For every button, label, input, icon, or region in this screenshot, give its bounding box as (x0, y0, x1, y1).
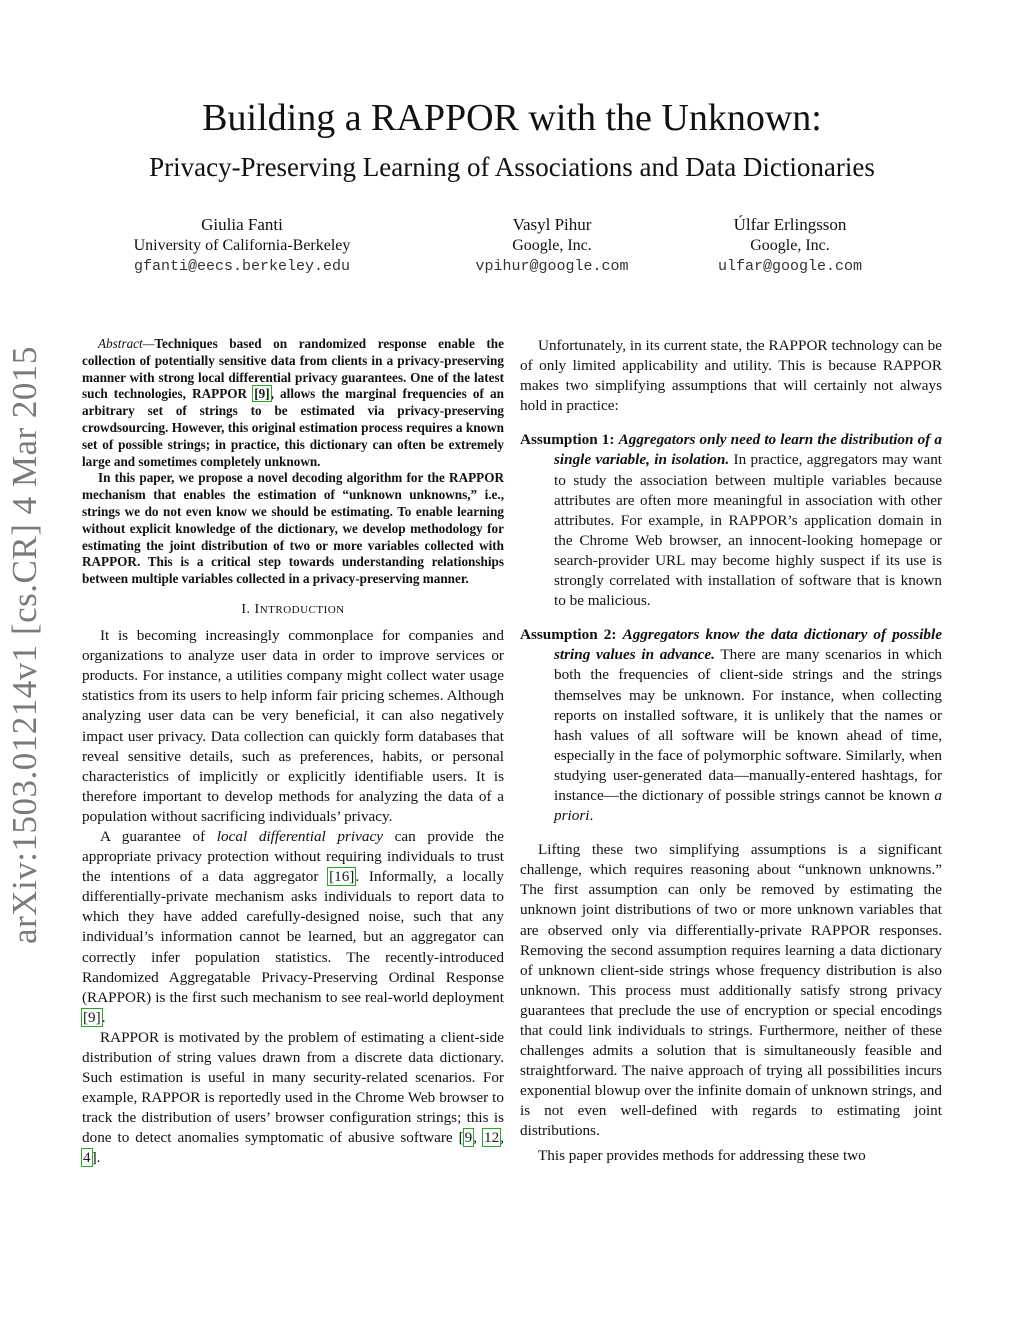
author-block (92, 214, 392, 277)
citation-link[interactable]: 12 (484, 1129, 500, 1147)
abstract (82, 336, 504, 588)
author-email: ulfar@google.com (717, 258, 863, 275)
section-heading-introduction: I. INTRODUCTION (241, 601, 345, 617)
author-email: vpihur@google.com (475, 258, 629, 275)
citation-link[interactable]: [9] (254, 386, 270, 402)
arxiv-identifier (4, 346, 46, 944)
author-block (640, 214, 940, 277)
assumption-1: Assumption 1: Aggregators only need to learn the distribution of a single variable, in isolation. In practice, aggregators may want to study the association between multiple variables because attributes are often more meaningful in association with other attributes. For example, in RAPPOR’s application domain in the Chrome Web browser, an innocent-looking homepage or search-provider URL may become highly suspect if its use is strongly correlated with installation of software that is known to be malicious. (520, 431, 943, 610)
assumption-label: Assumption 2: (520, 626, 617, 644)
abstract-paragraph: Abstract—Techniques based on randomized response enable the collection of potentially sensitive data from clients in a privacy-preserving manner with strong local differential privacy guarantees. One of the latest such technologies, RAPPOR [9], allows the marginal frequencies of an arbitrary set of strings to be estimated via privacy-preserving crowdsourcing. However, this original estimation process requires a known set of possible strings; in practice, this dictionary can often be extremely large and sometimes completely unknown. (82, 336, 504, 469)
author-name: Giulia Fanti (201, 215, 283, 234)
abstract-label: Abstract— (98, 336, 155, 351)
author-affiliation: University of California-Berkeley (133, 237, 351, 254)
body-paragraph: This paper provides methods for addressing these two (538, 1146, 866, 1164)
left-column (82, 336, 504, 1169)
right-column (520, 336, 942, 1166)
citation-link[interactable]: 9 (464, 1129, 473, 1147)
assumption-label: Assumption 1: (520, 431, 615, 449)
author-name: Vasyl Pihur (512, 215, 592, 234)
paper-title: Building a RAPPOR with the Unknown: (202, 97, 822, 139)
arxiv-identifier-text: arXiv:1503.01214v1 [cs.CR] 4 Mar 2015 (5, 346, 45, 944)
body-paragraph: Unfortunately, in its current state, the RAPPOR technology can be of only limited applicability and utility. This is because RAPPOR makes two simplifying assumptions that will certainly not always hold in practice: (520, 337, 942, 415)
citation-link[interactable]: [9] (83, 1008, 101, 1026)
citation-link[interactable]: 4 (83, 1149, 91, 1167)
intro-paragraph: RAPPOR is motivated by the problem of estimating a client-side distribution of string values drawn from a discrete data dictionary. Such estimation is useful in many security-related scenarios. For example, RAPPOR is reportedly used in the Chrome Web browser to track the distribution of users’ browser configuration strings; this is done to detect anomalies symptomatic of abusive software [9, 12, 4]. (82, 1028, 505, 1167)
intro-paragraph: It is becoming increasingly commonplace for companies and organizations to analyze user data in order to improve services or products. For instance, a utilities company might collect water usage statistics from its users to help inform fair pricing schemes. Although analyzing user data can be very beneficial, it can also negatively impact user privacy. Data collection can quickly form databases that reveal sensitive details, such as preferences, habits, or personal characteristics of implicitly or explicitly identifiable users. It is therefore important to develop methods for analyzing the data of a population without sacrificing individuals’ privacy. (82, 627, 504, 825)
abstract-paragraph: In this paper, we propose a novel decoding algorithm for the RAPPOR mechanism that enables the estimation of “unknown unknowns,” i.e., strings we do not even know we should be estimating. To enable learning without explicit knowledge of the dictionary, we develop methodology for estimating the joint distribution of two or more variables collected with RAPPOR. This is a critical step towards understanding relationships between multiple variables collected in a privacy-preserving manner. (82, 470, 504, 587)
author-name: Úlfar Erlingsson (733, 215, 847, 234)
author-affiliation: Google, Inc. (750, 237, 830, 254)
citation-link[interactable]: [16] (329, 868, 355, 886)
intro-paragraph: A guarantee of local differential privacy can provide the appropriate privacy protection without requiring individuals to trust the intentions of a data aggregator [16]. Informally, a locally differentially-private mechanism asks individuals to report data to which they have added carefully-designed noise, such that any individual’s information cannot be learned, but an aggregator can correctly infer population statistics. The recently-introduced Randomized Aggregatable Privacy-Preserving Ordinal Response (RAPPOR) is the first such mechanism to see real-world deployment [9]. (82, 827, 504, 1026)
body-paragraph: Lifting these two simplifying assumptions is a significant challenge, which requires reasoning about “unknown unknowns.” The first assumption can only be removed by estimating the unknown joint distributions of two or more unknown variables that are observed only via differentially-private RAPPOR responses. Removing the second assumption requires learning a data dictionary of unknown client-side strings whose frequency distribution is also unknown. This process must additionally satisfy strong privacy guarantees that preclude the use of encryption or special encodings that could link individuals to strings. Furthermore, neither of these challenges admits a solution that is simultaneously feasible and straightforward. The naive approach of trying all possibilities incurs exponential blowup over the infinite domain of unknown strings, and is not even well-defined with regards to estimating joint distributions. (520, 841, 942, 1140)
assumption-2: Assumption 2: Aggregators know the data dictionary of possible string values in advance. There are many scenarios in which both the frequencies of client-side strings and the strings themselves may be unknown. For instance, when collecting reports on installed software, it is unlikely that the names or hash values of all software will be known ahead of time, especially in the face of polymorphic software. Similarly, when studying user-generated data—manually-entered hashtags, for instance—the dictionary of possible strings cannot be known a priori. (520, 626, 943, 825)
paper-subtitle: Privacy-Preserving Learning of Associations and Data Dictionaries (149, 152, 875, 182)
author-affiliation: Google, Inc. (512, 237, 592, 254)
author-email: gfanti@eecs.berkeley.edu (133, 258, 351, 275)
